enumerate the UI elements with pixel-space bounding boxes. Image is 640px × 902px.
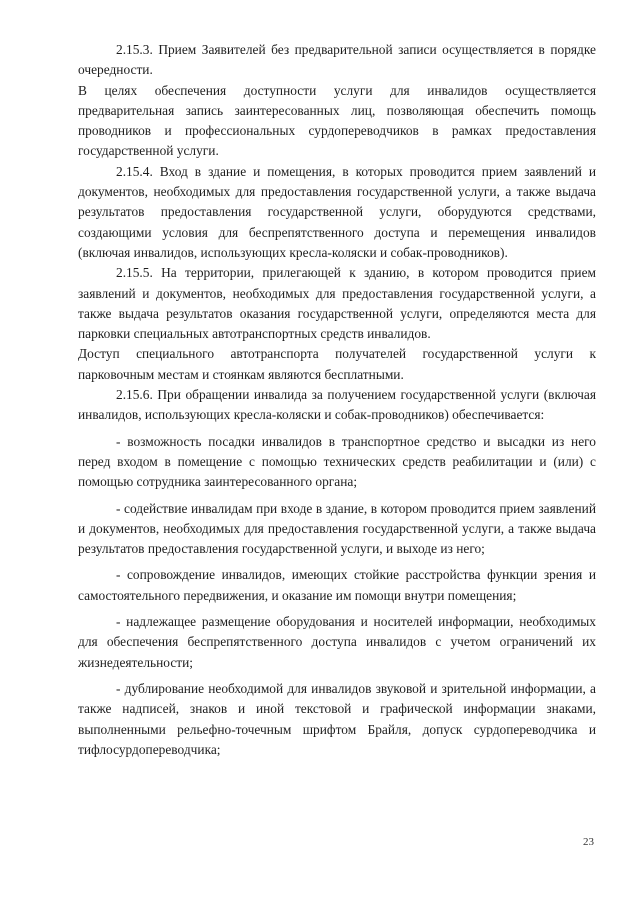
paragraph-2-15-6: 2.15.6. При обращении инвалида за получением государственной услуги (включая инвалидов, использующих кресла-коляски и собак-проводников) обеспечивается: xyxy=(78,387,596,423)
paragraph-2-15-3: 2.15.3. Прием Заявителей без предварительной записи осуществляется в порядке очередности. xyxy=(78,42,596,78)
paragraph-parking-access: Доступ специального автотранспорта получателей государственной услуги к парковочным местам и стоянкам являются бесплатными. xyxy=(78,346,596,382)
list-item-boarding-assistance: - возможность посадки инвалидов в транспортное средство и высадки из него перед входом в помещение с помощью технических средств реабилитации и (или) с помощью сотрудника заинтересованного органа; xyxy=(78,433,596,490)
paragraph-2-15-5: 2.15.5. На территории, прилегающей к зданию, в котором проводится прием заявлений и документов, необходимых для предоставления государственной услуги, а также выдача результатов оказания государственной услуги, определяются места для парковки специальных автотранспортных средств инвалидов. xyxy=(78,265,596,342)
paragraph-accessibility-booking: В целях обеспечения доступности услуги для инвалидов осуществляется предварительная запись заинтересованных лиц, позволяющая обеспечить помощь проводников и профессиональных сурдопереводчиков в рамках предоставления государственной услуги. xyxy=(78,82,596,159)
document-page xyxy=(78,40,596,760)
list-item-entry-assistance: - содействие инвалидам при входе в здание, в котором проводится прием заявлений и документов, необходимых для предоставления государственной услуги, а также выдача результатов предоставления государственной услуги, и выходе из него; xyxy=(78,500,596,557)
list-item-equipment-placement: - надлежащее размещение оборудования и носителей информации, необходимых для обеспечения беспрепятственного доступа инвалидов с учетом ограничений их жизнедеятельности; xyxy=(78,614,596,670)
page-number: 23 xyxy=(583,836,594,848)
list-item-information-duplication: - дублирование необходимой для инвалидов звуковой и зрительной информации, а также надписей, знаков и иной текстовой и графической информации знаками, выполненными рельефно-точечным шрифтом Брайля, допуск сурдопереводчика и тифлосурдопереводчика; xyxy=(78,680,596,757)
paragraph-2-15-4: 2.15.4. Вход в здание и помещения, в которых проводится прием заявлений и документов, необходимых для предоставления государственной услуги, а также выдача результатов предоставления государственной услуги, оборудуются средствами, создающими условия для беспрепятственного доступа и перемещения инвалидов (включая инвалидов, использующих кресла-коляски и собак-проводников). xyxy=(78,163,596,260)
list-item-escort: - сопровождение инвалидов, имеющих стойкие расстройства функции зрения и самостоятельного передвижения, и оказание им помощи внутри помещения; xyxy=(78,567,596,603)
